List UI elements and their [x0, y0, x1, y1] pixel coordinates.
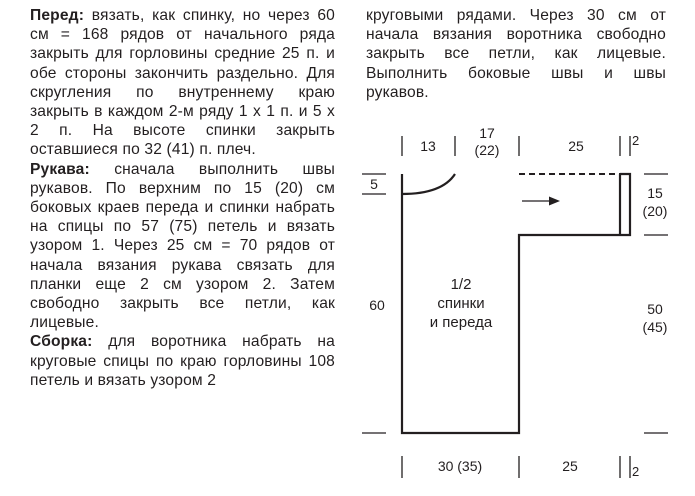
- dim-half-width: 30 (35): [437, 458, 483, 474]
- front-label: Перед:: [30, 7, 85, 24]
- dim-body-height: 60: [369, 297, 385, 313]
- dim-cuff-bottom: 2: [632, 464, 640, 479]
- piece-label-back: спинки: [437, 295, 485, 312]
- body-outline: [402, 174, 630, 433]
- assembly-continuation-text: круговыми рядами. Через 30 см от начала вязания воротника свободно закрыть все петли, как лицевые. Выполнить боковые швы и швы рукавов.: [366, 7, 666, 101]
- arrow-head: [549, 197, 560, 206]
- dim-neck-depth: 5: [370, 176, 378, 192]
- piece-label-fraction: 1/2: [450, 276, 472, 293]
- sleeves-text: сначала выполнить швы рукавов. По верхним по 15 (20) см боковых краев переда и спинки набрать на спицы по 57 (75) петель и вязать узором 1. Через 25 см = 70 рядов от начала вязания рукава связать для планки еще 2 см узором 2. Затем свободно закрыть все петли, как лицевые.: [30, 160, 335, 332]
- assembly-label: Сборка:: [30, 333, 93, 351]
- piece-label-front: и переда: [429, 314, 493, 331]
- dim-neck-alt: (22): [474, 142, 500, 158]
- dim-side-height-alt: (45): [642, 319, 668, 335]
- dim-shoulder: 13: [420, 138, 436, 154]
- assembly-text: для воротника набрать на круговые спицы по краю горловины 108 петель и вязать узором 2: [30, 333, 335, 389]
- dim-neck: 17: [479, 125, 495, 141]
- dim-armhole-alt: (20): [642, 203, 668, 219]
- dim-armhole: 15: [647, 185, 663, 201]
- dim-sleeve-top: 25: [568, 138, 584, 154]
- dim-side-height: 50: [647, 301, 663, 317]
- front-text: вязать, как спинку, но через 60 см = 168 рядов от начального ряда закрыть для горловины средние 25 п. и обе стороны закончить раздельно. Для скругления по внутреннему краю закрыть в каждом 2-м ряду 1 х 1 п. и 5 х 2 п. На высоте спинки закрыть оставшиеся по 32 (41) п. плеч.: [30, 7, 335, 159]
- dim-cuff-top: 2: [632, 133, 640, 148]
- neckline-curve: [402, 174, 455, 194]
- sleeves-label: Рукава:: [30, 160, 90, 178]
- dim-sleeve-bottom: 25: [562, 458, 578, 474]
